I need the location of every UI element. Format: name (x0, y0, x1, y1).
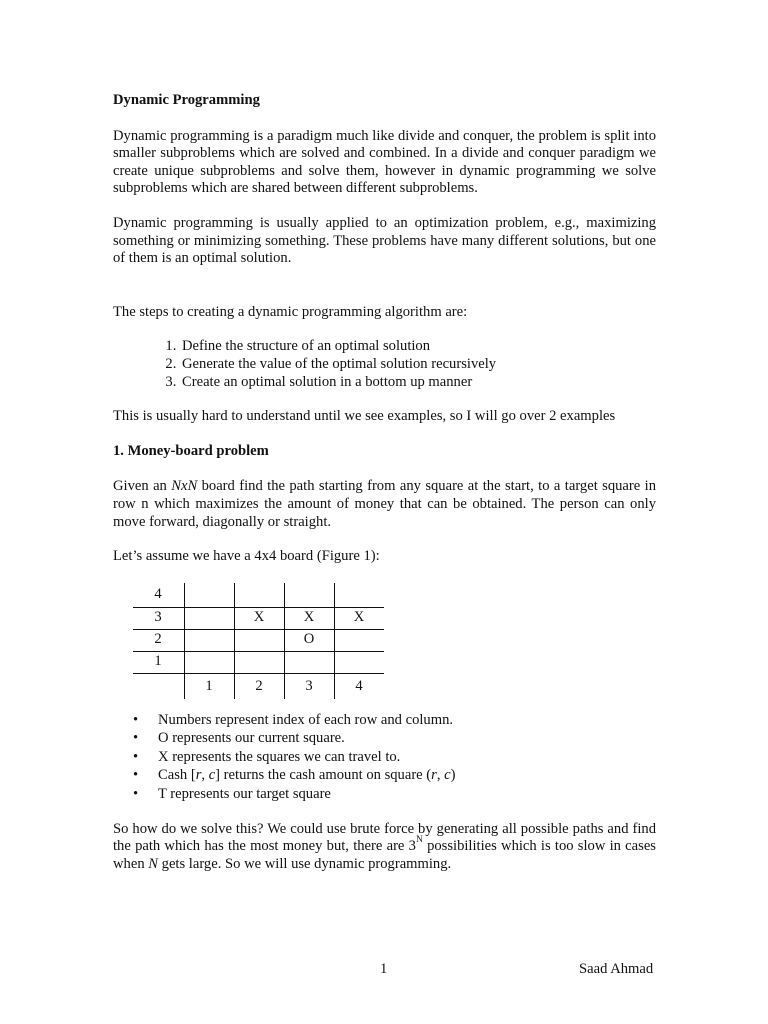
document-title: Dynamic Programming (113, 92, 260, 108)
column-label: 1 (205, 677, 213, 694)
exponent: N (415, 835, 423, 846)
board-cell-x: X (253, 608, 265, 625)
bullet-icon: • (133, 767, 139, 784)
closing-text: possibilities which is too slow in cases when (113, 838, 656, 872)
step-item: 1. Define the structure of an optimal solution (180, 338, 656, 356)
legend-var: c (444, 767, 451, 784)
column-label: 3 (305, 677, 313, 694)
bullet-icon: • (133, 730, 139, 747)
legend-item (133, 785, 656, 804)
legend-item (133, 711, 656, 730)
legend-text (158, 767, 456, 783)
bullet-icon: • (133, 711, 139, 728)
board-line (133, 629, 384, 630)
bullet-icon: • (133, 748, 139, 765)
problem-text: board find the path starting from any square at the start, to a target square in row n which maximizes the amount of money that can be obtained. The person can only move forward, diagonally or straight. (113, 478, 656, 530)
row-label: 4 (154, 585, 162, 602)
page-number: 1 (380, 961, 388, 977)
column-label: 4 (355, 677, 363, 694)
n-variable: N (148, 855, 158, 872)
legend-text: Numbers represent index of each row and column. (158, 711, 454, 728)
board-line (133, 607, 384, 608)
board-line (133, 651, 384, 652)
problem-statement (113, 478, 656, 531)
section-heading: 1. Money-board problem (113, 442, 269, 459)
legend-text: X represents the squares we can travel to. (158, 748, 401, 765)
legend-item (133, 766, 656, 785)
legend-item (133, 729, 656, 748)
legend-list (113, 711, 656, 804)
board-intro: Let’s assume we have a 4x4 board (Figure 1): (113, 548, 380, 565)
row-label: 1 (154, 652, 162, 669)
row-label: 2 (154, 630, 162, 647)
column-label: 2 (255, 677, 263, 694)
board-cell-o: O (303, 630, 315, 647)
board-line (133, 673, 384, 674)
steps-intro: The steps to creating a dynamic programming algorithm are: (113, 303, 468, 320)
legend-fragment: , (436, 767, 445, 784)
legend-var: r (195, 767, 202, 784)
closing-paragraph (113, 821, 656, 874)
bullet-icon: • (133, 786, 139, 803)
legend-var: r (431, 767, 437, 784)
examples-note: This is usually hard to understand until we see examples, so I will go over 2 examples (113, 408, 616, 425)
legend-text: T represents our target square (158, 786, 331, 803)
steps-list (113, 338, 656, 391)
legend-item (133, 748, 656, 767)
legend-fragment: , (201, 767, 209, 784)
document-page (113, 92, 656, 890)
intro-paragraph: Dynamic programming is a paradigm much like divide and conquer, the problem is split into smaller subproblems which are solved and combined. In a divide and conquer paradigm we create unique subproblems and solve them, however in dynamic programming we solve subproblems which are shared between different subproblems. (113, 127, 656, 197)
legend-fragment: Cash [ (158, 767, 196, 784)
board-figure (113, 583, 393, 699)
step-item: 2. Generate the value of the optimal solution recursively (180, 356, 656, 374)
step-item: 3. Create an optimal solution in a bottom up manner (180, 374, 656, 392)
optimization-paragraph: Dynamic programming is usually applied to an optimization problem, e.g., maximizing something or minimizing something. These problems have many different solutions, but one of them is an optimal solution. (113, 214, 656, 267)
problem-text: Given an (113, 478, 172, 495)
closing-text: So how do we solve this? We could use brute force by generating all possible paths and find the path which has the most money but, there are 3 (113, 820, 656, 855)
legend-fragment: ) (450, 767, 456, 784)
legend-var: c (208, 767, 216, 784)
legend-fragment: ] returns the cash amount on square ( (215, 767, 432, 784)
nxn-term: NxN (171, 478, 198, 495)
board-cell-x: X (303, 608, 315, 625)
board-cell-x: X (353, 608, 365, 625)
author-name: Saad Ahmad (579, 961, 654, 977)
closing-text: gets large. So we will use dynamic programming. (158, 855, 452, 872)
legend-text: O represents our current square. (158, 730, 345, 747)
row-label: 3 (154, 608, 162, 625)
